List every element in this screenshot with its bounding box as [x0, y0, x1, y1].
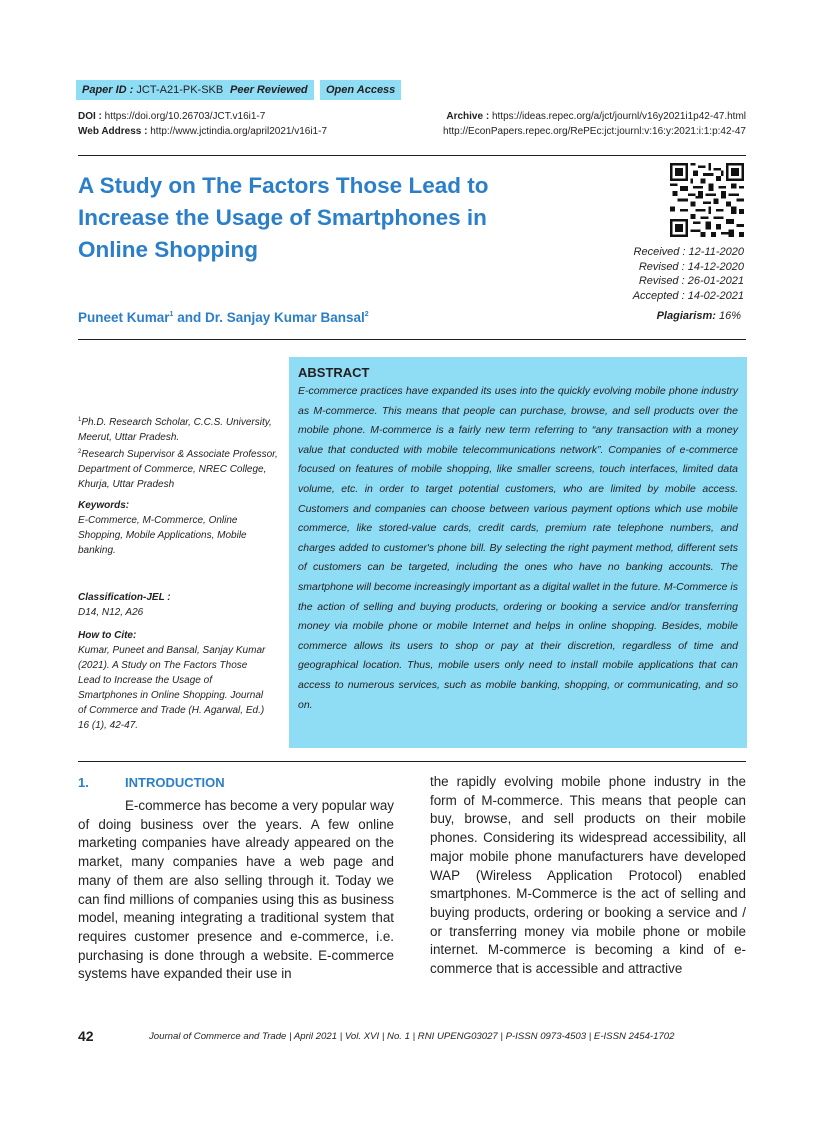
plagiarism — [657, 310, 741, 322]
doi-label: DOI : — [78, 111, 102, 122]
affiliation-1: $^1$Ph.D. Research Scholar, C.C.S. University, Meerut, Uttar Pradesh. — [78, 417, 272, 443]
journal-info: Journal of Commerce and Trade | April 2021 | Vol. XVI | No. 1 | RNI UPENG03027 | P-ISSN 0973-4503 | E-ISSN 2454-1702 — [149, 1031, 675, 1042]
econpapers-link[interactable]: http://EconPapers.repec.org/RePEc:jct:journl:v:16:y:2021:i:1:p:42-47 — [443, 126, 746, 137]
classification-heading: Classification-JEL : — [78, 592, 171, 603]
how-to-cite — [78, 628, 270, 733]
web-address-label: Web Address : — [78, 126, 148, 137]
intro-column-2: the rapidly evolving mobile phone industry in the form of M-commerce. This means that people can buy, browse, and sell products on their mobile phones. Considering its widespread accessibility, all major mobile phone manufacturers have developed WAP (Wireless Application Protocol) enabled smartphones. M-Commerce is the act of selling and buying products, ordering or booking a service and / or transferring money via mobile phone or mobile internet. M-commerce is becoming a kind of e-commerce that is accessible and attractive — [430, 774, 746, 977]
archive-label: Archive : — [446, 111, 490, 122]
paper-id-label: Paper ID : — [82, 84, 134, 96]
author-1-sup: 1 — [169, 311, 174, 318]
section-heading — [78, 775, 225, 790]
peer-reviewed-badge — [224, 80, 314, 100]
web-address-link[interactable]: http://www.jctindia.org/april2021/v16i1-7 — [150, 126, 328, 137]
keywords — [78, 498, 278, 558]
classification — [78, 590, 278, 620]
peer-reviewed-label: Peer Reviewed — [230, 84, 308, 96]
authors-and: and — [173, 310, 205, 325]
cite-heading: How to Cite: — [78, 630, 137, 641]
received-date: Received : 12-11-2020 — [633, 246, 744, 258]
abstract-text: E-commerce practices have expanded its uses into the quickly evolving mobile phone industry as M-commerce. This means that people can purchase, browse, and sell products over the mobile phone. M-commerce is a fairly new term referring to “any transaction with a money value that conducted with mobile telecommunications network”. Companies of e-commerce focused on features of mobile shopping, like smaller screens, touch interfaces, limited data volume, etc. in order to target potential customers, who are limited by mobile access. Customers and companies can choose between various payment options which use mobile commerce, like stored-value cards, credit cards, premium rate telephone numbers, and charges added to customer's phone bill. By selecting the right payment method, different sets of customers can be targeted, including the ones who have no banking accounts. The smartphone will become increasingly important as a digital wallet in the future. M-Commerce is the action of selling and buying products, ordering or booking a service and/or transferring money via mobile phone or mobile Internet and helps in online shopping. Besides, mobile commerce allows its users to shop or pay at their discretion, regardless of time and geographical location. Thus, mobile users only need to install mobile applications that can access to numerous services, such as mobile banking, shopping, or communicating, and so on. — [298, 385, 738, 711]
revised-date-2: Revised : 26-01-2021 — [638, 275, 744, 287]
paper-title: A Study on The Factors Those Lead to Increase the Usage of Smartphones in Online Shopping — [78, 173, 489, 262]
cite-text: Kumar, Puneet and Bansal, Sanjay Kumar (2021). A Study on The Factors Those Lead to Increase the Usage of Smartphones in Online Shopping. Journal of Commerce and Trade (H. Agarwal, Ed.) 16 (1), 42-47. — [78, 645, 266, 731]
econpapers-line — [443, 124, 746, 139]
archive-link[interactable]: https://ideas.repec.org/a/jct/journl/v16y2021i1p42-47.html — [491, 111, 746, 122]
open-access-badge — [320, 80, 401, 100]
page-number: 42 — [78, 1028, 94, 1044]
revised-date-1: Revised : 14-12-2020 — [638, 260, 744, 273]
paper-id-badge — [76, 80, 229, 100]
plagiarism-label: Plagiarism: — [656, 310, 716, 322]
abstract-heading: ABSTRACT — [298, 365, 370, 380]
authors — [78, 310, 369, 325]
author-2-sup: 2 — [364, 311, 369, 318]
plagiarism-value: 16% — [718, 310, 741, 322]
intro-column-1: E-commerce has become a very popular way of doing business over the years. A few online marketing companies have already appeared on the market, many companies have a web page and many of them are also selling through it. Today we can find millions of companies using this as business model, meaning integrating a traditional system that requires customer presence and e-commerce, i.e. purchasing is done through a website. E-commerce systems have expanded their use in — [78, 798, 394, 982]
author-2: Dr. Sanjay Kumar Bansal — [204, 310, 365, 325]
dates-block — [633, 245, 744, 303]
affiliations — [78, 413, 278, 492]
authors-rule — [78, 339, 746, 340]
classification-text: D14, N12, A26 — [78, 607, 144, 618]
accepted-date: Accepted : 14-02-2021 — [632, 289, 744, 302]
doi-link[interactable]: https://doi.org/10.26703/JCT.v16i1-7 — [104, 111, 266, 122]
abstract-box — [289, 357, 747, 748]
header-rule — [78, 155, 746, 156]
section-title: INTRODUCTION — [125, 775, 225, 790]
open-access-label: Open Access — [326, 84, 396, 96]
keywords-heading: Keywords: — [78, 500, 130, 511]
author-1: Puneet Kumar — [78, 310, 170, 325]
qr-code-icon — [670, 163, 744, 237]
paper-id-value: JCT-A21-PK-SKB — [136, 84, 224, 96]
section-number: 1. — [78, 775, 89, 790]
keywords-text: E-Commerce, M-Commerce, Online Shopping, Mobile Applications, Mobile banking. — [78, 515, 247, 556]
archive-line — [446, 109, 746, 124]
affiliation-2: $^2$Research Supervisor & Associate Professor, Department of Commerce, NREC College, Khurja, Uttar Pradesh — [78, 449, 278, 490]
doi-line — [78, 109, 265, 124]
abstract-rule — [78, 761, 746, 762]
web-address-line — [78, 124, 327, 139]
